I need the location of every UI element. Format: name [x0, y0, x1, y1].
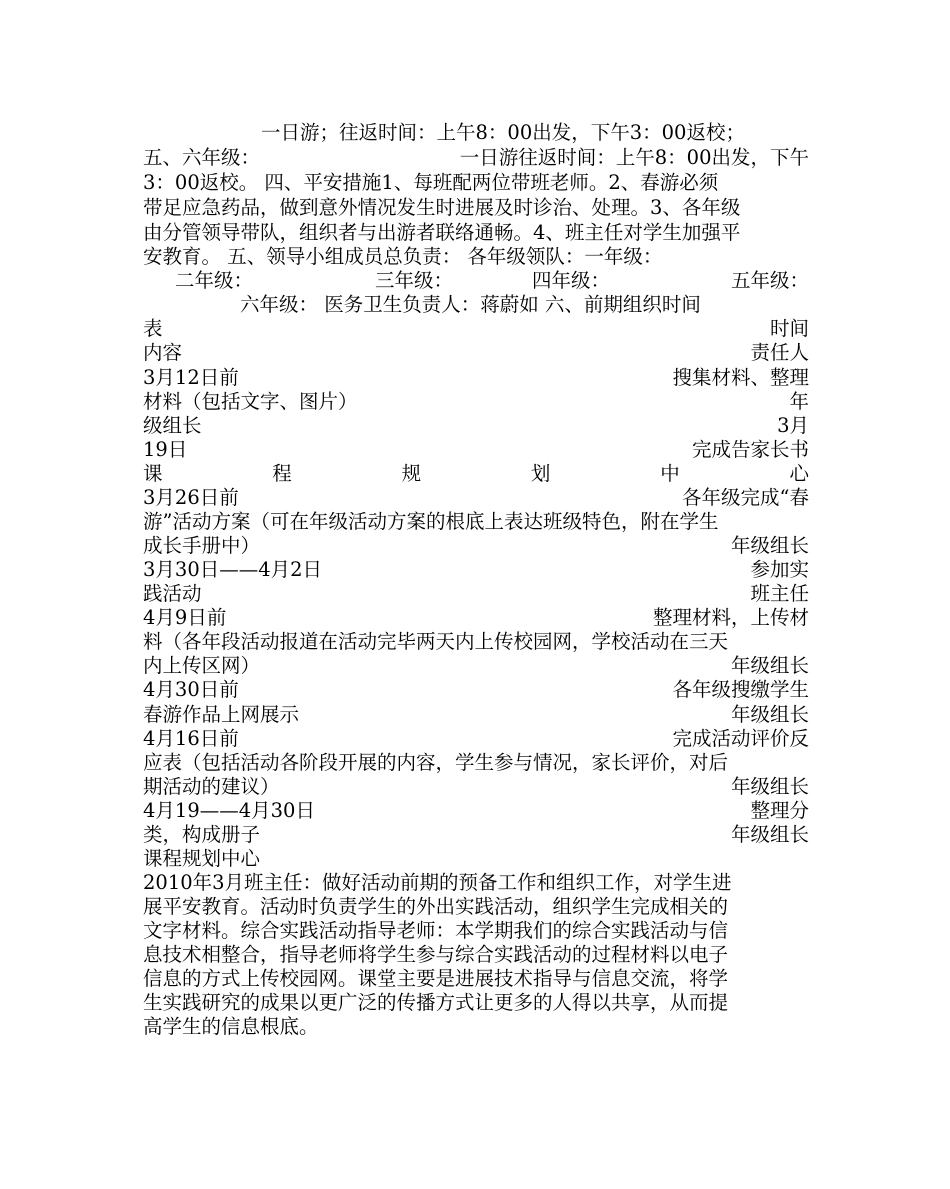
- text-line: [143, 121, 809, 145]
- text-line: [143, 919, 809, 943]
- text-span: 整理材料，上传材: [652, 606, 809, 629]
- text-span: 一日游；往返时间：上午8：00出发，下午3：00返校；: [261, 121, 745, 144]
- text-line: [143, 606, 809, 630]
- text-span: 班主任: [750, 582, 809, 605]
- text-span: 4月30日前: [143, 678, 239, 701]
- text-span: 3月12日前: [143, 366, 239, 389]
- text-span: 信息的方式上传校园网。课堂主要是进展技术指导与信息交流，将学: [143, 967, 729, 990]
- text-span: 整理分: [750, 799, 809, 822]
- text-span: 践活动: [143, 582, 202, 605]
- text-line: [143, 991, 809, 1015]
- text-span: 年级组长: [730, 654, 809, 677]
- text-line: [143, 438, 809, 462]
- text-span: 成长手册中）: [143, 534, 261, 557]
- text-line: [143, 414, 809, 438]
- text-line: [143, 895, 809, 919]
- text-line: [143, 943, 809, 967]
- text-span: 级组长: [143, 414, 202, 437]
- text-line: [143, 799, 809, 823]
- text-span: 责任人: [750, 341, 809, 364]
- text-line: [143, 171, 809, 195]
- text-span: 4月16日前: [143, 727, 239, 750]
- text-line: [143, 703, 809, 727]
- text-span: 息技术相整合，指导老师将学生参与综合实践活动的过程材料以电子: [143, 943, 729, 966]
- text-line: [143, 967, 809, 991]
- text-span: 完成告家长书: [691, 438, 809, 461]
- text-line: [143, 341, 809, 365]
- text-span: 料（各年段活动报道在活动完毕两天内上传校园网，学校活动在三天: [143, 630, 729, 653]
- text-span: 年级组长: [730, 823, 809, 846]
- text-line: [143, 847, 809, 871]
- text-span: 年: [789, 390, 809, 413]
- text-line: [143, 462, 809, 486]
- text-span: 一日游往返时间：上午8：00出发，下午: [459, 146, 809, 169]
- text-span: 内上传区网）: [143, 654, 261, 677]
- text-span: 表: [143, 317, 163, 340]
- text-line: [143, 582, 809, 606]
- text-line: [143, 486, 809, 510]
- text-span: 应表（包括活动各阶段开展的内容，学生参与情况，家长评价，对后: [143, 751, 729, 774]
- text-span: 完成活动评价反: [672, 727, 809, 750]
- text-line: [143, 269, 809, 293]
- text-span: 类，构成册子: [143, 823, 261, 846]
- text-span: 春游作品上网展示: [143, 703, 300, 726]
- text-span: 3月: [777, 414, 809, 437]
- text-span: 4月19——4月30日: [143, 799, 315, 822]
- text-line: [143, 293, 809, 317]
- text-line: [143, 871, 809, 895]
- text-span: 生实践研究的成果以更广泛的传播方式让更多的人得以共享，从而提: [143, 991, 729, 1014]
- text-line: [143, 317, 809, 341]
- text-span: 划: [530, 462, 551, 485]
- text-span: 年级组长: [730, 703, 809, 726]
- text-span: 文字材料。综合实践活动指导老师：本学期我们的综合实践活动与信: [143, 919, 729, 942]
- text-span: 期活动的建议）: [143, 775, 280, 798]
- text-span: 五、六年级：: [143, 146, 261, 169]
- text-line: [143, 146, 809, 170]
- text-line: [143, 775, 809, 799]
- text-line: [143, 196, 809, 220]
- text-line: [143, 823, 809, 847]
- text-span: 规: [401, 462, 422, 485]
- text-span: 二年级：: [175, 269, 254, 292]
- text-span: 展平安教育。活动时负责学生的外出实践活动，组织学生完成相关的: [143, 895, 729, 918]
- text-line: [143, 558, 809, 582]
- text-line: [143, 654, 809, 678]
- text-span: 3月30日——4月2日: [143, 558, 323, 581]
- text-span: 游”活动方案（可在年级活动方案的根底上表达班级特色，附在学生: [143, 510, 719, 533]
- text-line: [143, 221, 809, 245]
- text-line: [143, 1015, 809, 1039]
- text-span: 心: [789, 462, 809, 485]
- text-span: 年级组长: [730, 534, 809, 557]
- text-span: 时间: [769, 317, 809, 340]
- text-line: [143, 678, 809, 702]
- text-span: 参加实: [750, 558, 809, 581]
- text-span: 各年级搜缴学生: [672, 678, 809, 701]
- text-line: [143, 630, 809, 654]
- text-span: 4月9日前: [143, 606, 227, 629]
- text-span: 由分管领导带队，组织者与出游者联络通畅。4、班主任对学生加强平: [143, 221, 741, 244]
- text-span: 3：00返校。 四、平安措施1、每班配两位带班老师。2、春游必须: [143, 171, 719, 194]
- text-span: 19日: [143, 438, 188, 461]
- text-line: [143, 534, 809, 558]
- text-line: [143, 751, 809, 775]
- text-span: 程: [272, 462, 292, 485]
- text-span: 搜集材料、整理: [672, 366, 809, 389]
- text-span: 高学生的信息根底。: [143, 1015, 319, 1038]
- text-line: [143, 245, 809, 269]
- text-span: 五年级：: [730, 269, 809, 292]
- text-span: 课: [143, 462, 163, 485]
- text-span: 中: [660, 462, 680, 485]
- text-span: 2010年3月班主任：做好活动前期的预备工作和组织工作，对学生进: [143, 871, 732, 894]
- text-line: [143, 390, 809, 414]
- text-span: 内容: [143, 341, 183, 364]
- text-span: 三年级：: [375, 269, 454, 292]
- text-span: 安教育。 五、领导小组成员总负责： 各年级领队：一年级：: [143, 245, 663, 268]
- text-span: 各年级完成“春: [682, 486, 809, 509]
- text-span: 材料（包括文字、图片）: [143, 390, 358, 413]
- text-span: 年级组长: [730, 775, 809, 798]
- text-span: 六年级： 医务卫生负责人：蒋蔚如 六、前期组织时间: [240, 293, 701, 316]
- text-line: [143, 510, 809, 534]
- text-span: 3月26日前: [143, 486, 239, 509]
- text-span: 四年级：: [532, 269, 611, 292]
- text-line: [143, 727, 809, 751]
- text-span: 课程规划中心: [143, 847, 261, 870]
- text-span: 带足应急药品，做到意外情况发生时进展及时诊治、处理。3、各年级: [143, 196, 741, 219]
- text-line: [143, 366, 809, 390]
